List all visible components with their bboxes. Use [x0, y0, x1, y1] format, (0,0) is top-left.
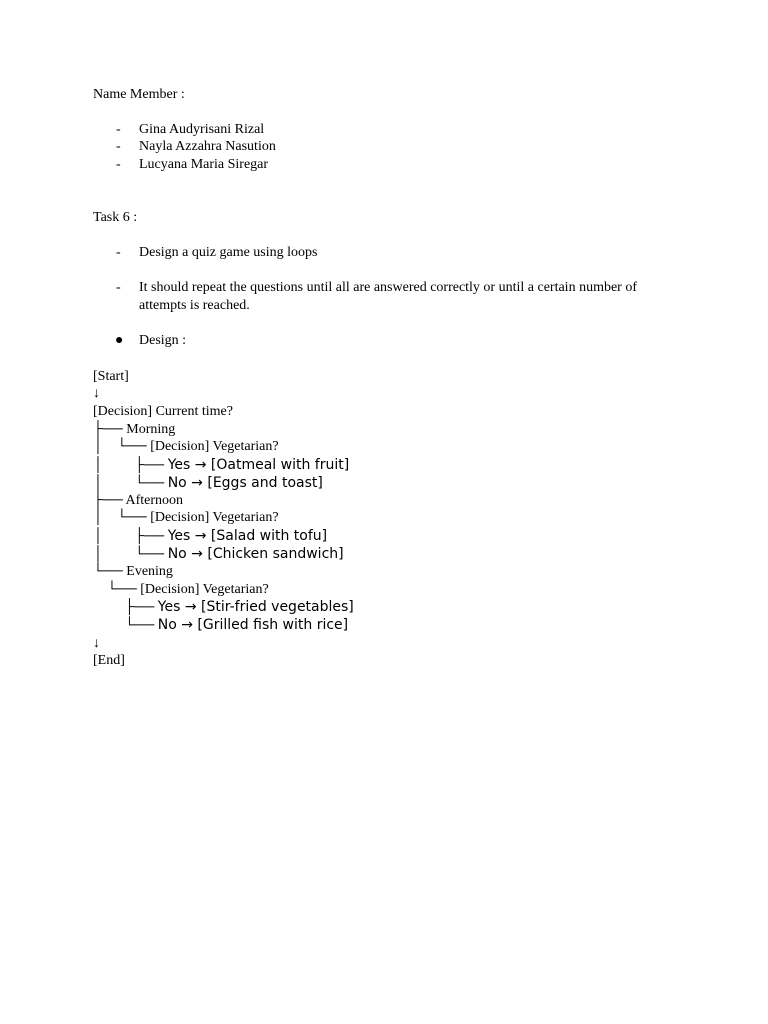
tree-connector: │ ├── — [93, 529, 168, 544]
decision-label: [Decision] Vegetarian? — [140, 582, 269, 597]
list-marker: - — [116, 122, 121, 137]
no-outcome — [93, 545, 344, 564]
list-marker: - — [116, 245, 121, 260]
branch-afternoon — [93, 492, 183, 510]
branch-morning — [93, 421, 175, 439]
task-heading: Task 6 : — [93, 210, 138, 225]
member-name: Gina Audyrisani Rizal — [139, 122, 265, 137]
outcome-label: No → [Eggs and toast] — [167, 475, 323, 491]
design-label: Design : — [139, 333, 187, 348]
tree-connector: │ └── — [93, 510, 151, 525]
bullet-marker: ● — [115, 333, 124, 348]
no-outcome — [93, 474, 323, 493]
member-name: Nayla Azzahra Nasution — [139, 139, 276, 154]
tree-connector: └── — [93, 582, 141, 597]
sub-decision — [93, 581, 269, 599]
outcome-label: Yes → [Salad with tofu] — [167, 528, 328, 544]
yes-outcome — [93, 527, 327, 546]
member-name: Lucyana Maria Siregar — [139, 157, 269, 172]
branch-label: Evening — [126, 564, 173, 579]
list-marker: - — [116, 280, 121, 295]
decision-label: [Decision] Vegetarian? — [150, 510, 279, 525]
outcome-label: No → [Chicken sandwich] — [167, 546, 344, 562]
down-arrow: ↓ — [93, 636, 100, 651]
list-marker: - — [116, 139, 121, 154]
tree-connector: └── — [93, 564, 127, 579]
tree-connector: └── — [93, 618, 158, 633]
tree-connector: ├── — [93, 600, 158, 615]
members-heading: Name Member : — [93, 87, 185, 102]
yes-outcome — [93, 456, 349, 475]
yes-outcome — [93, 598, 354, 617]
flow-start: [Start] — [93, 369, 129, 384]
sub-decision — [93, 509, 279, 527]
down-arrow: ↓ — [93, 386, 100, 401]
branch-evening — [93, 563, 173, 581]
sub-decision — [93, 438, 279, 456]
outcome-label: No → [Grilled fish with rice] — [157, 617, 349, 633]
outcome-label: Yes → [Oatmeal with fruit] — [167, 457, 350, 473]
flow-end: [End] — [93, 653, 125, 668]
decision-label: [Decision] Vegetarian? — [150, 439, 279, 454]
task-point: Design a quiz game using loops — [139, 245, 318, 260]
branch-label: Morning — [126, 422, 176, 437]
branch-label: Afternoon — [125, 493, 184, 508]
tree-connector: ├── — [93, 493, 126, 508]
tree-connector: │ └── — [93, 547, 168, 562]
outcome-label: Yes → [Stir-fried vegetables] — [157, 599, 354, 615]
tree-connector: ├── — [93, 422, 127, 437]
task-point: It should repeat the questions until all are answered correctly or until a certain number of attempts is reached. — [139, 280, 637, 313]
tree-connector: │ └── — [93, 476, 168, 491]
no-outcome — [93, 616, 348, 635]
flow-decision: [Decision] Current time? — [93, 404, 233, 419]
tree-connector: │ ├── — [93, 458, 168, 473]
list-marker: - — [116, 157, 121, 172]
tree-connector: │ └── — [93, 439, 151, 454]
